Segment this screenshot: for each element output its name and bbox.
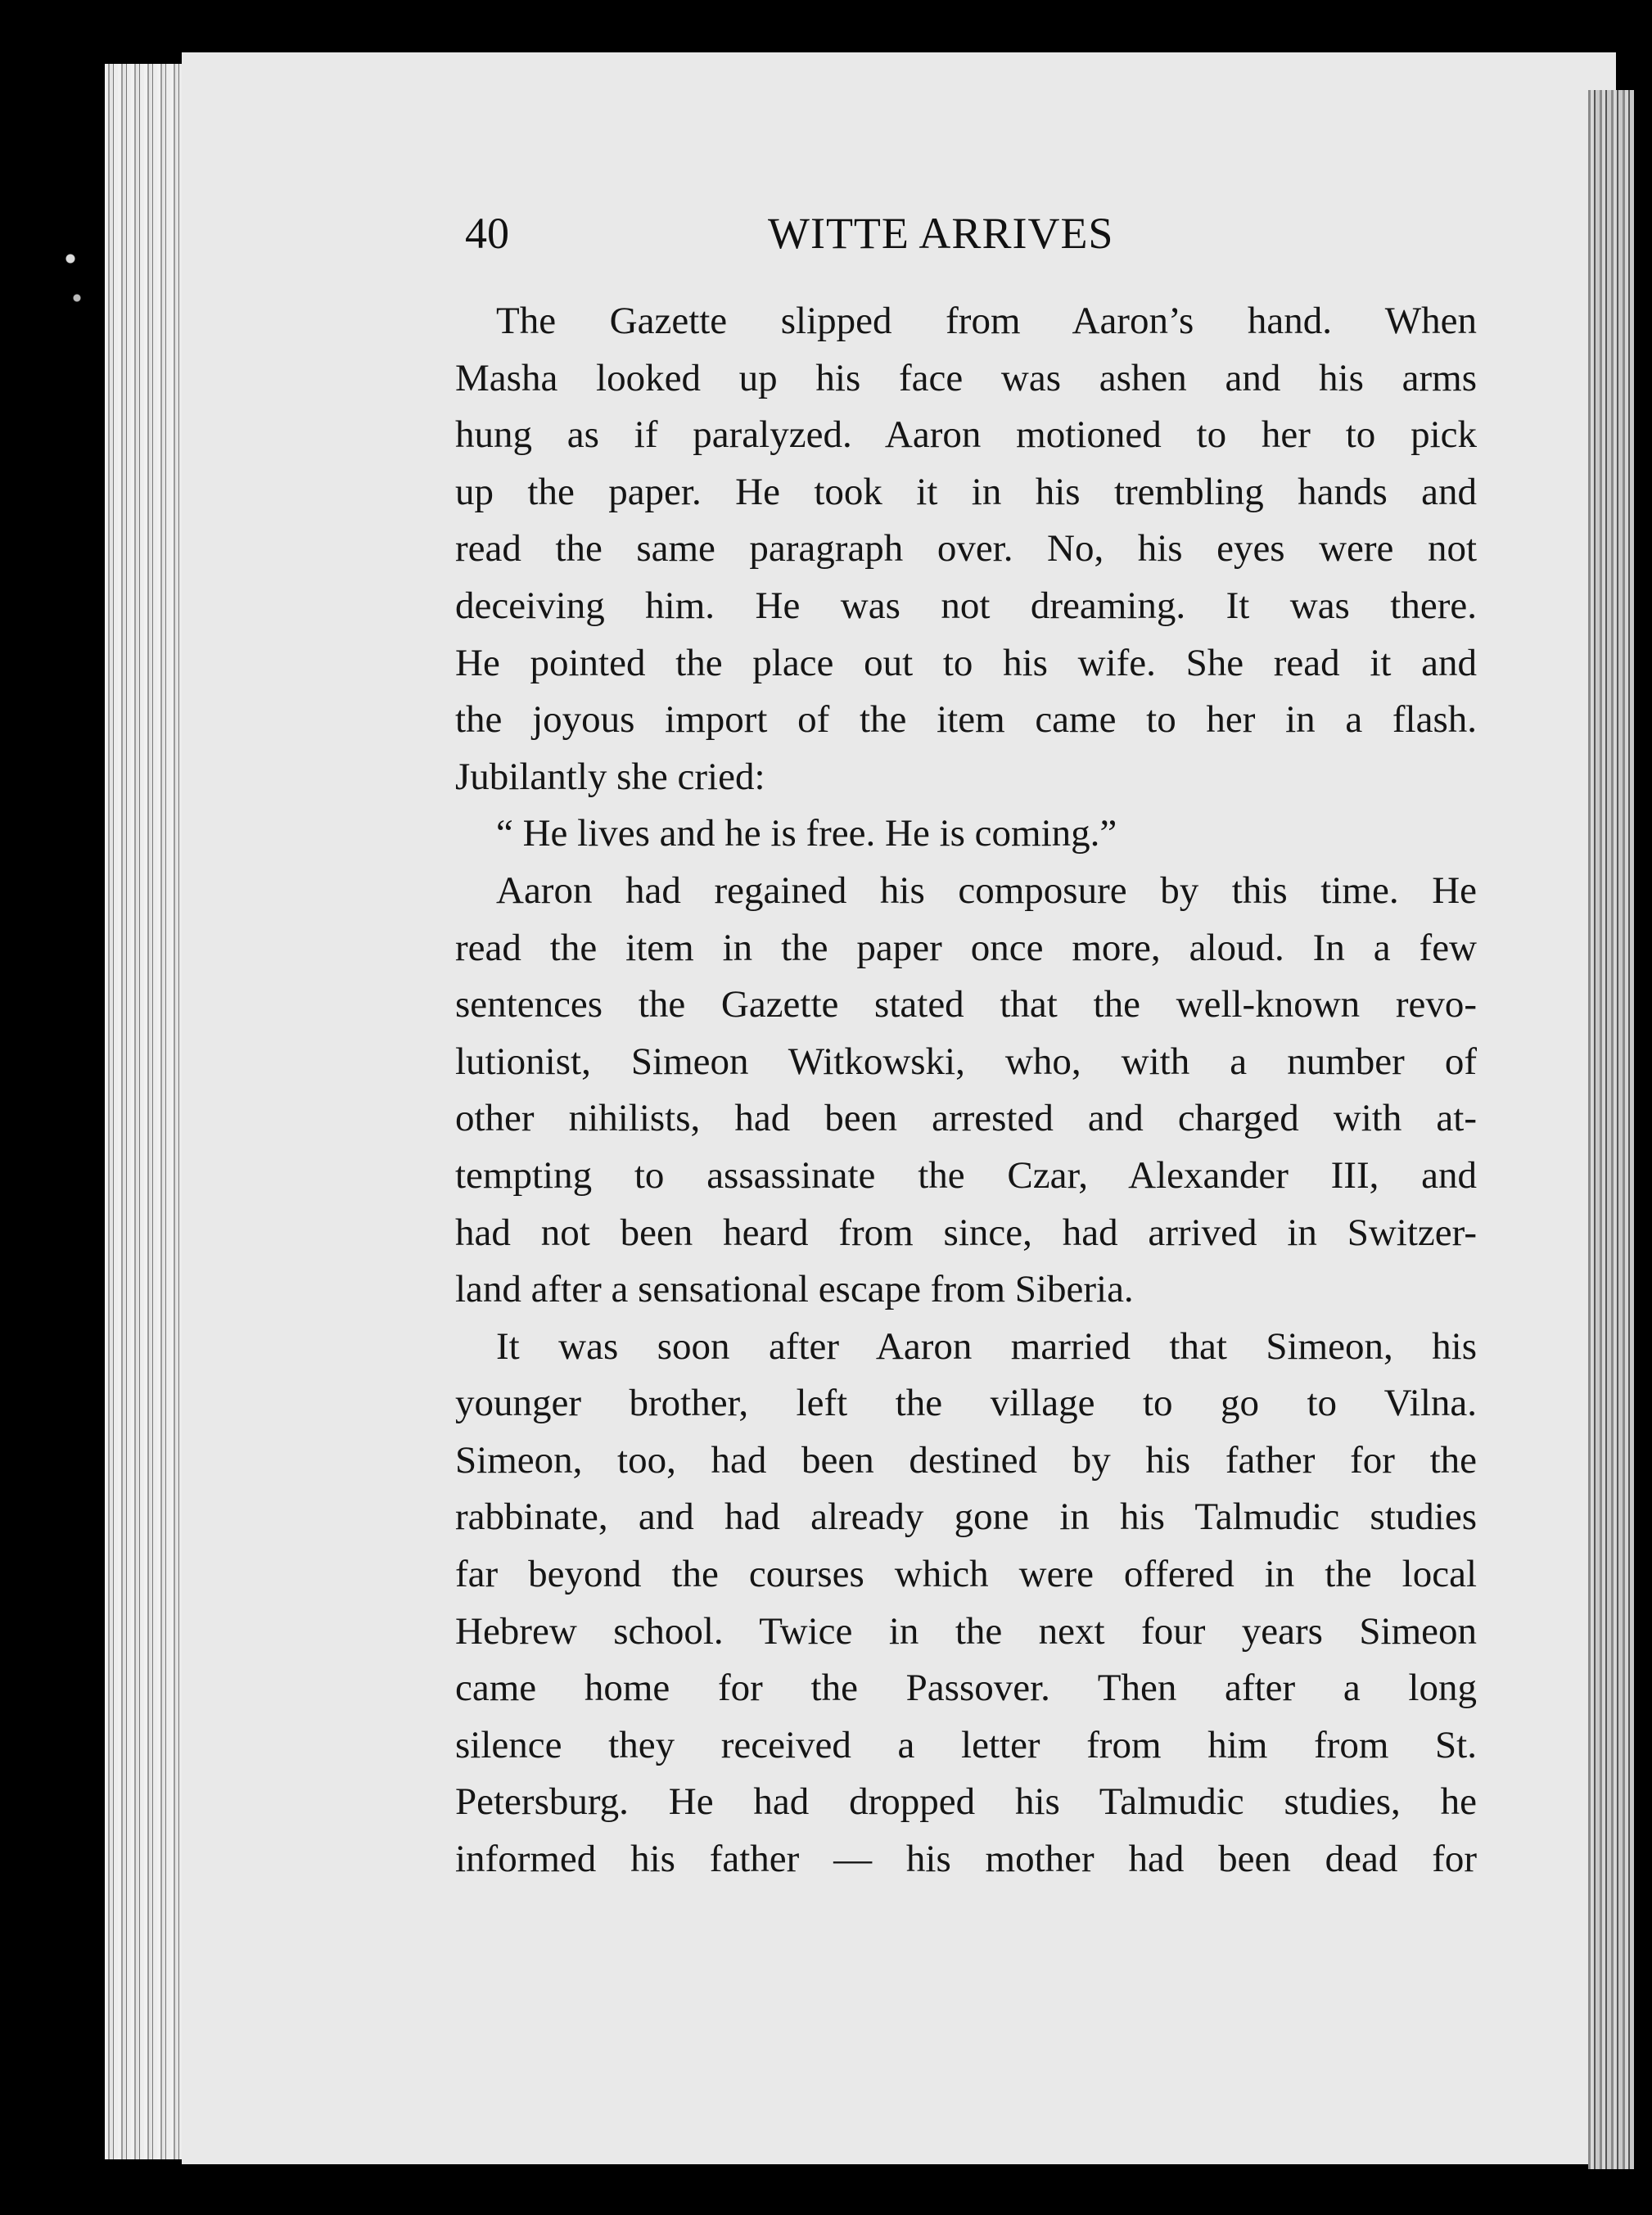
text-line: rabbinate, and had already gone in his Talmudic studies: [455, 1495, 1477, 1539]
text-line: Jubilantly she cried:: [455, 755, 765, 798]
text-line: The Gazette slipped from Aaron’s hand. When: [496, 300, 1477, 342]
text-line: had not been heard from since, had arrived in Switzer-: [455, 1211, 1477, 1254]
text-line: came home for the Passover. Then after a long: [455, 1667, 1477, 1710]
text-line: read the same paragraph over. No, his eyes were not: [455, 527, 1477, 571]
text-line: other nihilists, had been arrested and charged with at-: [455, 1097, 1477, 1140]
text-line: read the item in the paper once more, aloud. In a few: [455, 926, 1477, 969]
page-number: 40: [465, 209, 509, 258]
text-line: Petersburg. He had dropped his Talmudic studies, he: [455, 1780, 1477, 1824]
text-line: hung as if paralyzed. Aaron motioned to her to pick: [455, 413, 1477, 457]
text-line: sentences the Gazette stated that the well-known revo-: [455, 983, 1477, 1026]
page-header: [465, 205, 1177, 262]
text-line: Hebrew school. Twice in the next four years Simeon: [455, 1609, 1477, 1653]
text-line: Masha looked up his face was ashen and his arms: [455, 356, 1477, 399]
text-line: deceiving him. He was not dreaming. It was there.: [455, 584, 1477, 627]
text-line: tempting to assassinate the Czar, Alexander III, and: [455, 1153, 1477, 1197]
text-line: He pointed the place out to his wife. She read it and: [455, 641, 1477, 684]
text-line: lutionist, Simeon Witkowski, who, with a number of: [455, 1040, 1477, 1083]
text-line: younger brother, left the village to go to Vilna.: [455, 1382, 1477, 1425]
running-head: WITTE ARRIVES: [768, 209, 1114, 258]
body-text: [455, 293, 1477, 1888]
text-line: It was soon after Aaron married that Simeon, his: [496, 1324, 1477, 1368]
text-line: “ He lives and he is free. He is coming.”: [496, 812, 1117, 855]
text-line: the joyous import of the item came to her in a flash.: [455, 698, 1477, 742]
text-line: informed his father — his mother had been dead for: [455, 1838, 1477, 1881]
text-line: far beyond the courses which were offered in the local: [455, 1553, 1477, 1596]
right-page-edges: [1588, 90, 1634, 2169]
text-line: land after a sensational escape from Siberia.: [455, 1268, 1134, 1311]
left-page-edges: [105, 64, 190, 2159]
text-line: silence they received a letter from him from St.: [455, 1723, 1477, 1766]
text-line: Aaron had regained his composure by this time. He: [496, 868, 1477, 912]
text-line: up the paper. He took it in his trembling hands and: [455, 470, 1477, 513]
text-line: Simeon, too, had been destined by his father for the: [455, 1438, 1477, 1482]
scan-specks: [57, 229, 90, 327]
